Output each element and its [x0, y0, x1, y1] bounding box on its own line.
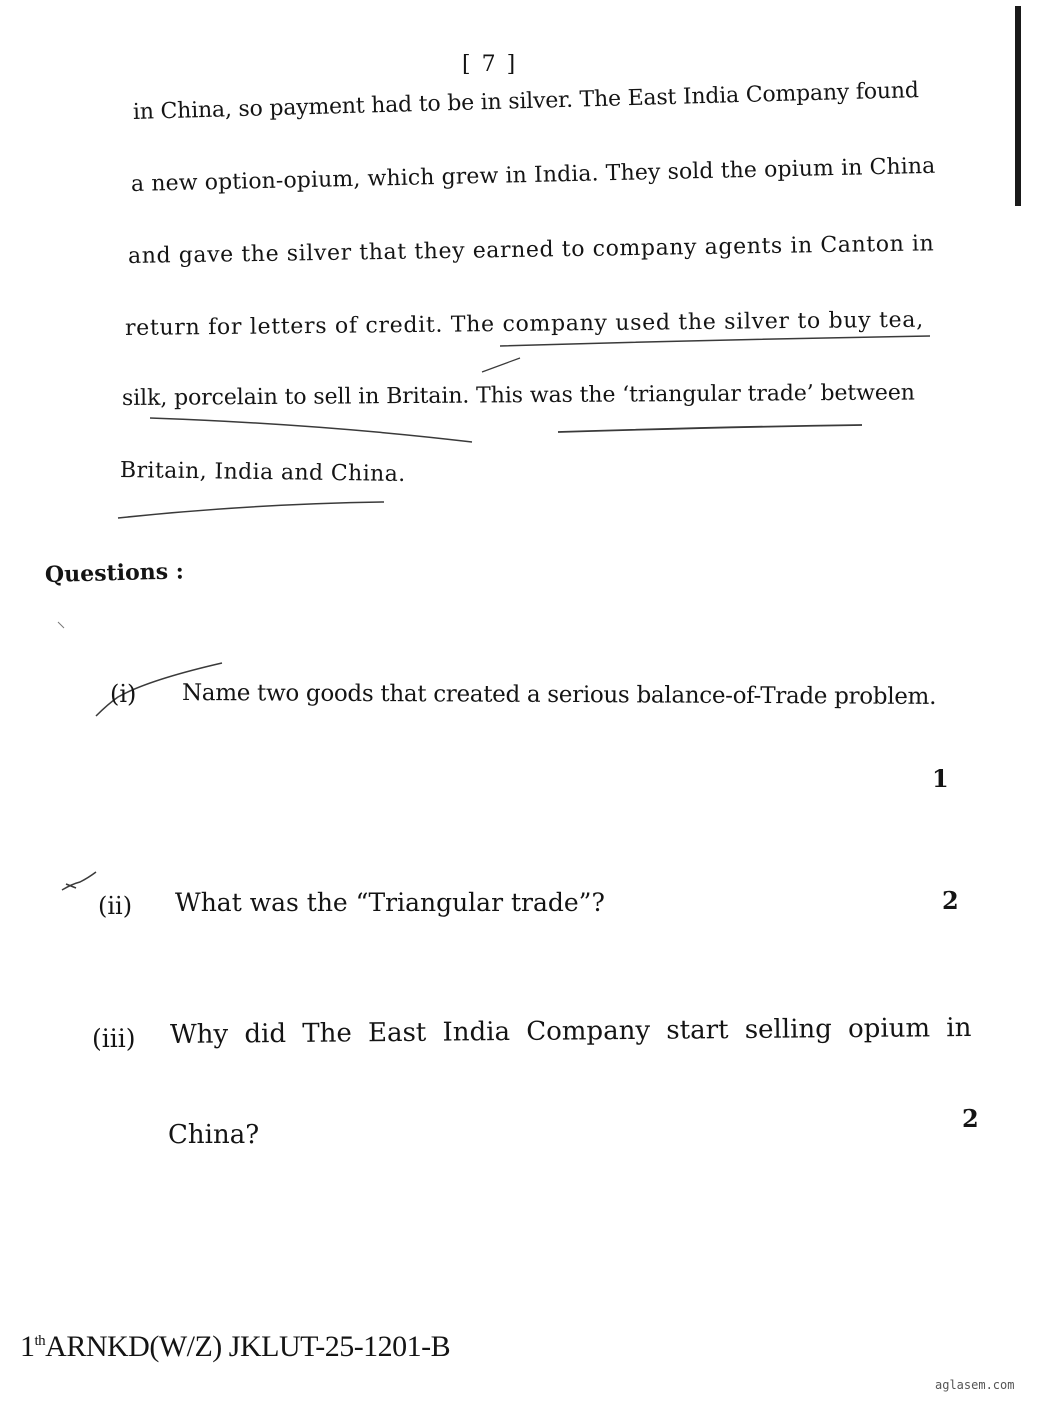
- passage-line-1: in China, so payment had to be in silver. The East India Company found: [132, 78, 920, 125]
- passage-line-4: return for letters of credit. The company used the silver to buy tea,: [124, 307, 924, 341]
- questions-heading: Questions :: [44, 558, 185, 588]
- paper-code-ordinal-suffix: th: [34, 1333, 46, 1349]
- question-3-marks: 2: [962, 1104, 979, 1133]
- passage-line-2: a new option-opium, which grew in India. They sold the opium in China: [130, 153, 936, 197]
- question-2-marks: 2: [942, 886, 959, 915]
- passage-line-5: silk, porcelain to sell in Britain. This was the ‘triangular trade’ between: [121, 380, 915, 411]
- question-1-marks: 1: [932, 764, 949, 793]
- question-3-text: Why did The East India Company start selling opium in: [169, 1013, 972, 1050]
- scan-edge-mark: [1015, 6, 1021, 206]
- paper-code-ordinal: 1: [20, 1330, 35, 1363]
- question-3-number: (iii): [92, 1024, 136, 1053]
- watermark: aglasem.com: [935, 1378, 1015, 1392]
- question-1-text: Name two goods that created a serious balance-of-Trade problem.: [181, 680, 937, 710]
- question-2-text: What was the “Triangular trade”?: [175, 888, 605, 917]
- paper-code-text: ARNKD(W/Z) JKLUT-25-1201-B: [45, 1330, 451, 1363]
- question-3-text-continued: China?: [168, 1120, 260, 1150]
- passage-line-3: and gave the silver that they earned to company agents in Canton in: [127, 231, 935, 269]
- page-number: [ 7 ]: [462, 52, 518, 77]
- question-1-number: (i): [110, 680, 137, 708]
- paper-code: [20, 1330, 450, 1364]
- question-2-number: (ii): [98, 892, 133, 920]
- passage-line-6: Britain, India and China.: [119, 458, 406, 487]
